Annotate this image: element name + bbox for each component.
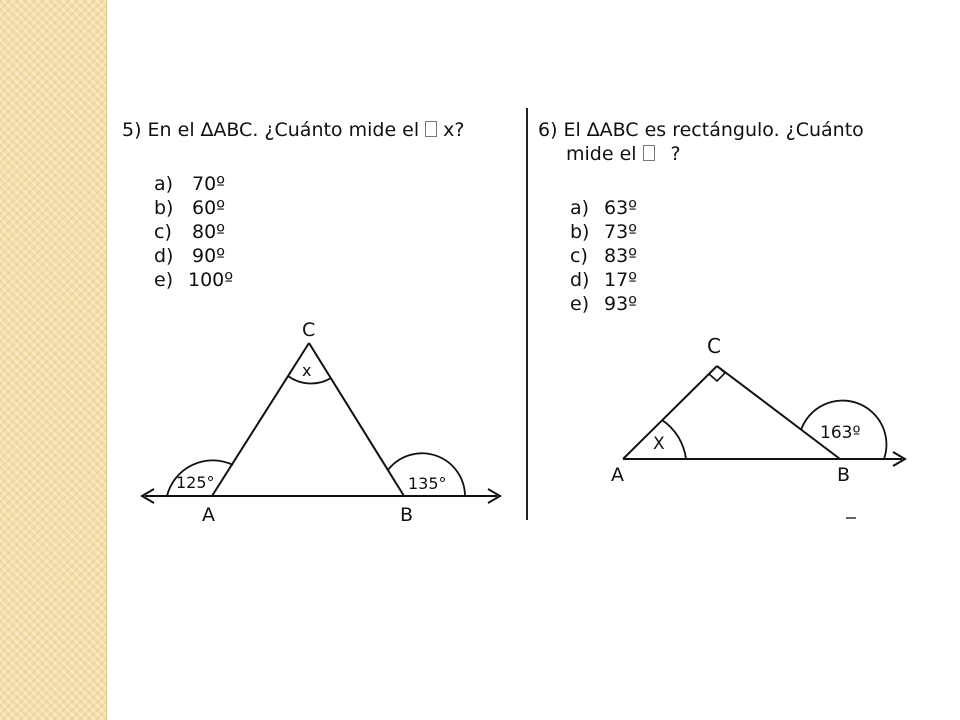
vertex-label-a: A: [611, 464, 624, 486]
q6-option-b[interactable]: b) 73º: [570, 221, 638, 243]
angle-label-125: 125°: [176, 473, 215, 492]
figure-q5-triangle: [142, 319, 500, 526]
vertex-label-c: C: [707, 334, 721, 358]
vertex-label-b: B: [400, 504, 414, 526]
q6-line2-post: ?: [670, 143, 681, 165]
q5-option-b[interactable]: b) 60º: [154, 197, 226, 219]
q5-text-mid: ABC. ¿Cuánto mide el: [213, 119, 420, 141]
vertex-label-c: C: [302, 319, 316, 341]
side-bc: [309, 343, 404, 496]
q6-text-pre: 6) El: [538, 119, 587, 141]
q6-delta-symbol: ∆: [586, 119, 600, 141]
q6-option-a[interactable]: a) 63º: [570, 197, 638, 219]
side-ac: [212, 343, 312, 496]
q5-text-post: x?: [443, 119, 465, 141]
right-angle-marker: [709, 366, 725, 381]
q5-text-pre: 5) En el: [122, 119, 201, 141]
vertex-label-a: A: [202, 504, 215, 526]
q6-option-d[interactable]: d) 17º: [570, 269, 638, 291]
angle-label-x: x: [302, 361, 312, 380]
side-cb: [717, 366, 840, 459]
angle-label-163: 163º: [820, 423, 861, 443]
q6-option-e[interactable]: e) 93º: [570, 293, 638, 315]
angle-label-135: 135°: [408, 474, 447, 493]
figure-q6-right-triangle: [611, 334, 905, 486]
side-ac: [623, 366, 717, 459]
q6-text-mid: ABC es rectángulo. ¿Cuánto: [599, 119, 864, 141]
q6-line2-pre: mide el: [566, 143, 637, 165]
q5-option-d[interactable]: d) 90º: [154, 245, 226, 267]
stray-dash-mark: [846, 517, 856, 519]
q5-option-c[interactable]: c) 80º: [154, 221, 226, 243]
angle-label-x: X: [653, 434, 665, 454]
q5-delta-symbol: ∆: [200, 119, 214, 141]
vertex-label-b: B: [837, 464, 851, 486]
q5-option-a[interactable]: a) 70º: [154, 173, 226, 195]
q6-option-c[interactable]: c) 83º: [570, 245, 638, 267]
q5-option-e[interactable]: e) 100º: [154, 269, 234, 291]
angle-arc-a: [662, 420, 686, 459]
